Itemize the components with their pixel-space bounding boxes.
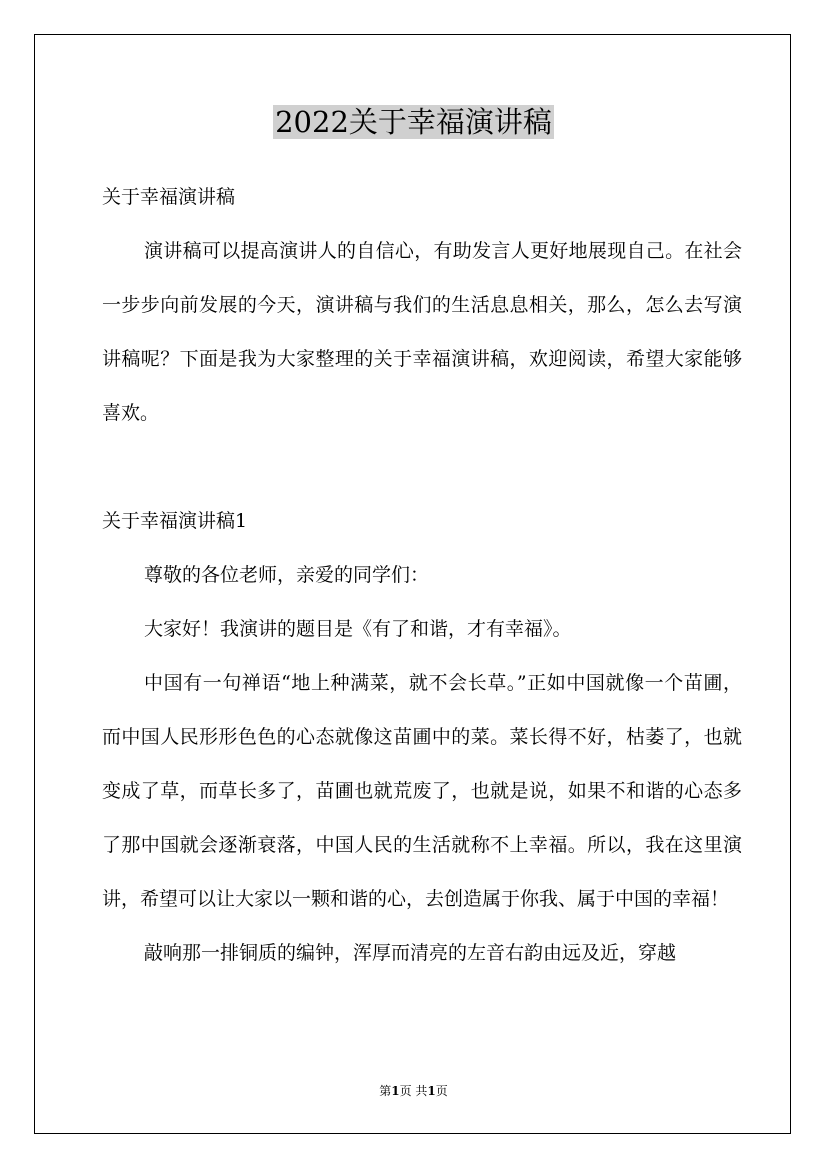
section1-paragraph: 尊敬的各位老师，亲爱的同学们： — [144, 564, 430, 586]
section1-heading: 关于幸福演讲稿1 — [102, 510, 248, 532]
section1-paragraph: 大家好！我演讲的题目是《有了和谐，才有幸福》。 — [144, 618, 572, 640]
intro-heading: 关于幸福演讲稿 — [102, 186, 236, 208]
page-mid: 页 共 — [399, 1084, 428, 1098]
document-body — [102, 170, 742, 980]
page-footer — [0, 1083, 827, 1099]
document-title-text: 2022关于幸福演讲稿 — [275, 105, 552, 139]
section1-paragraph: 敲响那一排铜质的编钟，浑厚而清亮的左音右韵由远及近，穿越 — [144, 942, 677, 964]
blank-line — [102, 440, 742, 494]
page-prefix: 第 — [379, 1084, 392, 1098]
intro-paragraph: 演讲稿可以提高演讲人的自信心，有助发言人更好地展现自己。在社会一步步向前发展的今天，演讲稿与我们的生活息息相关，那么，怎么去写演讲稿呢？下面是我为大家整理的关于幸福演讲稿，欢迎阅读，希望大家能够喜欢。 — [102, 240, 742, 424]
document-title — [0, 102, 827, 142]
page-total: 1 — [427, 1084, 436, 1098]
section1-paragraph: 中国有一句禅语“地上种满菜，就不会长草。”正如中国就像一个苗圃，而中国人民形形色色的心态就像这苗圃中的菜。菜长得不好，枯萎了，也就变成了草，而草长多了，苗圃也就荒废了，也就是说，如果不和谐的心态多了那中国就会逐渐衰落，中国人民的生活就称不上幸福。所以，我在这里演讲，希望可以让大家以一颗和谐的心，去创造属于你我、属于中国的幸福！ — [102, 672, 742, 910]
page-suffix: 页 — [435, 1084, 448, 1098]
page-current: 1 — [391, 1084, 400, 1098]
